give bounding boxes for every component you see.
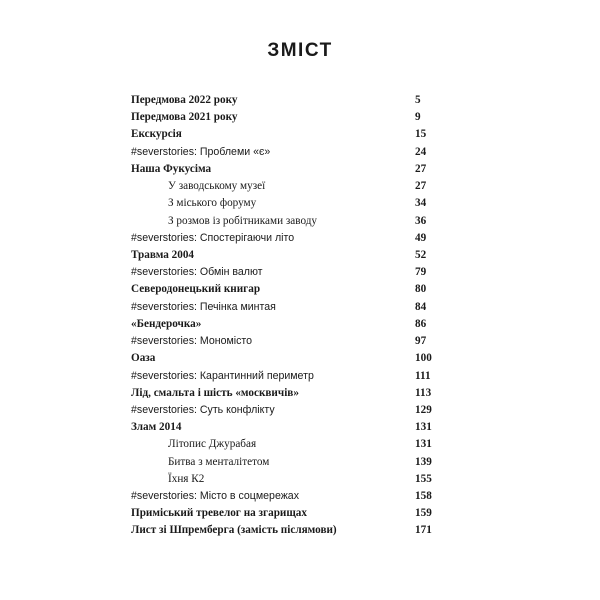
toc-entry-page-number: 158: [415, 490, 432, 503]
toc-entry: [131, 488, 431, 505]
toc-entry-title: #severstories: Спостерігаючи літо: [131, 231, 295, 244]
toc-entry-page-number: 5: [415, 94, 421, 106]
toc-entry-page-number: 131: [415, 421, 432, 434]
toc-entry-page-number: 27: [415, 180, 427, 193]
toc-entry: [131, 350, 431, 367]
toc-entry-page-number: 84: [415, 300, 427, 313]
toc-entry-title: #severstories: Місто в соцмережах: [131, 490, 299, 503]
toc-entry-title: #severstories: Печінка минтая: [131, 300, 276, 313]
toc-entry: [131, 195, 431, 212]
toc-entry-page-number: 36: [415, 214, 427, 227]
toc-entry: [131, 144, 431, 161]
toc-entry-page-number: 34: [415, 197, 427, 210]
toc-entry-title: Битва з менталітетом: [168, 455, 270, 468]
toc-entry-page-number: 113: [415, 386, 432, 399]
toc-entry-page-number: 171: [415, 524, 432, 537]
toc-entry-page-number: 139: [415, 455, 432, 468]
toc-entry: [131, 368, 431, 385]
toc-entry-title: Екскурсія: [131, 128, 182, 141]
toc-entry: [131, 92, 431, 109]
toc-entry-page-number: 100: [415, 352, 432, 365]
toc-entry-title: Передмова 2022 року: [131, 94, 238, 106]
toc-entry: [131, 126, 431, 143]
toc-entry: [131, 230, 431, 247]
toc-entry-title: Передмова 2021 року: [131, 111, 238, 124]
toc-entry-page-number: 129: [415, 403, 432, 416]
toc-entry-title: У заводському музеї: [168, 180, 266, 193]
toc-entry-page-number: 79: [415, 266, 427, 279]
toc-entry-page-number: 80: [415, 283, 427, 296]
toc-title: ЗМІСТ: [267, 40, 333, 61]
toc-entry-title: Северодонецький книгар: [131, 283, 261, 296]
toc-entry: [131, 213, 431, 230]
toc-entry-page-number: 86: [415, 317, 427, 330]
toc-entry-page-number: 52: [415, 248, 427, 261]
toc-entry: [131, 419, 431, 436]
toc-entry: [131, 161, 431, 178]
toc-entry-page-number: 131: [415, 438, 432, 451]
toc-entry-title: #severstories: Проблеми «є»: [131, 145, 271, 158]
toc-entry: [131, 109, 431, 126]
toc-entry-title: «Бендерочка»: [131, 317, 202, 330]
toc-entry-title: Травма 2004: [131, 248, 195, 261]
toc-entry: [131, 454, 431, 471]
toc-entry-page-number: 49: [415, 231, 427, 244]
toc-entry: [131, 522, 431, 539]
toc-entry-title: Літопис Джурабая: [168, 438, 257, 451]
toc-entry: [131, 316, 431, 333]
toc-entry: [131, 436, 431, 453]
toc-entry-title: #severstories: Обмін валют: [131, 266, 263, 279]
toc-entry: [131, 333, 431, 350]
toc-entry-title: Приміський тревелог на згарищах: [131, 507, 307, 520]
toc-entry-title: Їхня К2: [168, 472, 205, 485]
toc-entry: [131, 471, 431, 488]
toc-entry: [131, 264, 431, 281]
toc-entry-title: Злам 2014: [131, 421, 182, 434]
toc-entry: [131, 247, 431, 264]
toc-entry: [131, 299, 431, 316]
toc-entry-title: З розмов із робітниками заводу: [168, 214, 318, 227]
toc-entry: [131, 402, 431, 419]
toc-entry-page-number: 155: [415, 472, 432, 485]
toc-entry-title: Оаза: [131, 352, 156, 365]
toc-entry-page-number: 9: [415, 111, 421, 124]
toc-entry-title: #severstories: Карантинний периметр: [131, 369, 314, 382]
toc-entry: [131, 281, 431, 298]
toc-entry-page-number: 27: [415, 162, 427, 175]
toc-entry: [131, 178, 431, 195]
toc-list: [131, 92, 431, 540]
toc-entry-page-number: 159: [415, 507, 432, 520]
toc-entry-title: Лист зі Шпремберга (замість післямови): [131, 524, 337, 537]
toc-entry-title: Наша Фукусіма: [131, 162, 212, 175]
toc-entry-title: З міського форуму: [168, 197, 257, 210]
toc-entry-title: Лід, смальта і шість «москвичів»: [131, 386, 299, 399]
toc-entry-title: #severstories: Суть конфлікту: [131, 403, 275, 416]
toc-entry: [131, 505, 431, 522]
toc-entry-page-number: 97: [415, 335, 427, 348]
toc-entry-page-number: 24: [415, 145, 427, 158]
toc-entry-title: #severstories: Мономісто: [131, 335, 253, 348]
toc-entry: [131, 385, 431, 402]
toc-entry-page-number: 111: [415, 369, 431, 382]
toc-entry-page-number: 15: [415, 128, 427, 141]
